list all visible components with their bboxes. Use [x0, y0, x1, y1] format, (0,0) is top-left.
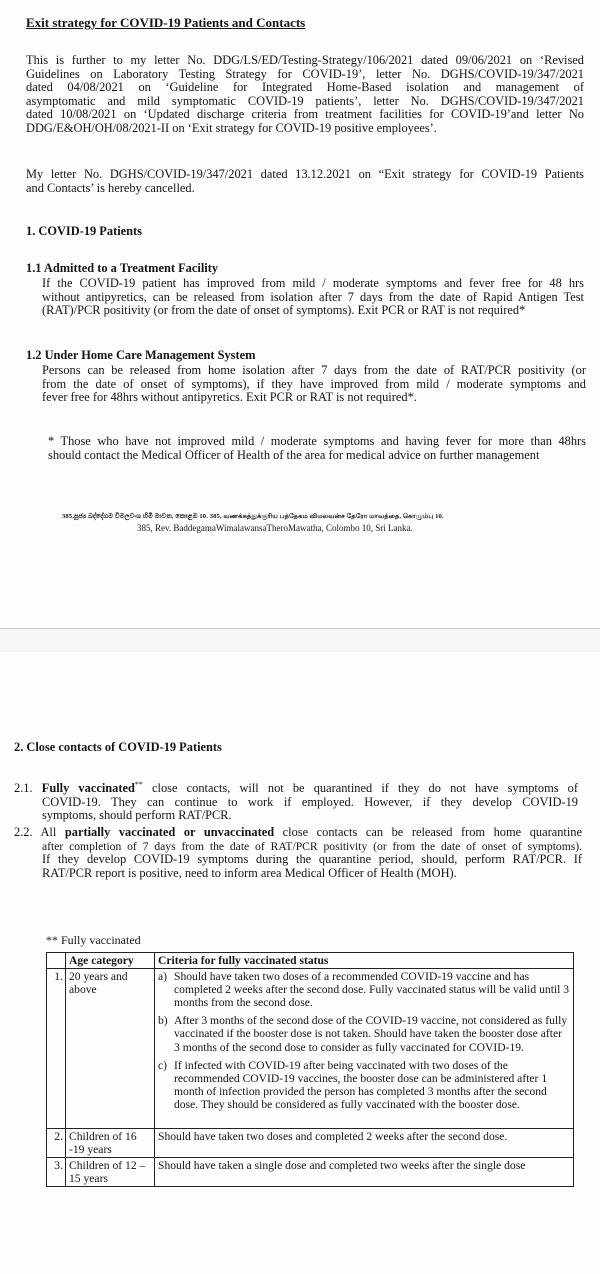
table-row	[47, 1158, 574, 1187]
cancel-paragraph	[26, 168, 584, 195]
cancel-line: My letter No. DGHS/COVID-19/347/2021 dated 13.12.2021 on “Exit strategy for COVID-19 Patients	[26, 167, 584, 181]
intro-line: asymptomatic and mild symptomatic COVID-19 patients’, letter No. DGHS/COVID-19/347/2021	[26, 93, 584, 108]
section-1-1-heading: 1.1 Admitted to a Treatment Facility	[26, 261, 219, 275]
criteria-cell: Should have taken a single dose and completed two weeks after the single dose	[155, 1158, 574, 1187]
footnote-paragraph	[48, 435, 586, 462]
intro-line: Guidelines on Laboratory Testing Strategy for COVID-19’, letter No. DGHS/COVID-19/347/2021	[26, 66, 584, 81]
letterhead-address-english: 385, Rev. BaddegamaWimalawansaTheroMawatha, Colombo 10, Sri Lanka.	[137, 523, 413, 533]
paragraph-line: COVID-19. They can continue to work if employed. However, if they develop COVID-19	[42, 794, 578, 809]
paragraph-line: 2.1. Fully vaccinated** close contacts, will not be quarantined if they do not have symptoms of	[14, 780, 578, 796]
section-1-2-heading: 1.2 Under Home Care Management System	[26, 348, 256, 362]
criteria-cell	[155, 969, 574, 1129]
row-number: 3.	[47, 1158, 66, 1187]
criteria-item	[158, 1014, 570, 1053]
document-page-1	[0, 0, 600, 628]
age-category: Children of 12 – 15 years	[66, 1158, 155, 1187]
cancel-line: and Contacts’ is hereby cancelled.	[26, 180, 195, 195]
paragraph-2-1	[14, 778, 578, 823]
intro-line: dated 04/08/2021 on ‘Guideline for Integrated Home-Based isolation and management of	[26, 80, 584, 95]
intro-line: This is further to my letter No. DDG/LS/ED/Testing-Strategy/106/2021 dated 09/06/2021 on ‘Revised	[26, 53, 584, 67]
paragraph-line: 2.2. All partially vaccinated or unvaccinated close contacts can be released from home quarantine	[14, 825, 582, 839]
section-1-1-paragraph	[42, 277, 584, 318]
paragraph-line: symptoms, should perform RAT/PCR.	[42, 808, 232, 823]
paragraph-line: from the date of onset of symptoms), if they have improved from mild / moderate symptoms and	[42, 376, 586, 391]
criteria-item	[158, 1059, 570, 1111]
criteria-item-label: c)	[158, 1058, 168, 1072]
table-header-age: Age category	[66, 953, 155, 969]
section-1-heading: 1. COVID-19 Patients	[26, 224, 142, 238]
criteria-item-label: a)	[158, 970, 168, 984]
paragraph-line: without antipyretics, can be released from isolation after 7 days from the date of Rapid Antigen Test	[42, 289, 584, 304]
intro-line: DDG/E&OH/OH/08/2021-II on ‘Exit strategy for COVID-19 positive employees’.	[26, 120, 437, 135]
table-header-row	[47, 953, 574, 969]
row-number: 2.	[47, 1129, 66, 1158]
page-gap	[0, 629, 600, 652]
paragraph-line: fever free for 48hrs without antipyretics. Exit PCR or RAT is not required*.	[42, 390, 417, 405]
criteria-item-text: If infected with COVID-19 after being vaccinated with two doses of the recommended COVID-19 vaccines, the booster dose can be administered after 1 month of infection provided the person has completed 3 months after the second dose. They should be considered as fully vaccinated with the booster dose.	[174, 1058, 548, 1111]
paragraph-line: (RAT)/PCR positivity (or from the date of onset of symptoms). Exit PCR or RAT is not required*	[42, 303, 526, 318]
paragraph-line: RAT/PCR report is positive, need to inform area Medical Officer of Health (MOH).	[42, 865, 457, 880]
letterhead-address-local: 385,පූජ්‍ය බද්දේගම විමලවංශ හිමි මාවත, කොළඹ 10. 385, வணக்கத்துக்குரிய பத்தேகம விமலவன்ச தேரோ மாவத்தை, கொழும்பு 10.	[62, 513, 444, 520]
section-1-2-paragraph	[42, 364, 586, 405]
paragraph-line: If the COVID-19 patient has improved from mild / moderate symptoms and fever free for 48 hrs	[42, 276, 584, 290]
fully-vaccinated-term: Fully vaccinated	[41, 781, 135, 796]
paragraph-line: after completion of 7 days from the date of RAT/PCR positivity (or from the date of onset of symptoms).	[42, 839, 582, 853]
paragraph-2-2	[14, 826, 582, 880]
criteria-item	[158, 970, 570, 1009]
paragraph-line: If they develop COVID-19 symptoms during the quarantine period, should, perform RAT/PCR. If	[42, 852, 582, 867]
paragraph-number: 2.1.	[14, 781, 33, 796]
table-row	[47, 1129, 574, 1158]
footnote-line: should contact the Medical Officer of Health of the area for medical advice on further management	[48, 447, 540, 462]
age-category: Children of 16 -19 years	[66, 1129, 155, 1158]
partially-vaccinated-term: partially vaccinated or unvaccinated	[64, 825, 275, 839]
footnote-marker: **	[134, 780, 143, 789]
footnote-line: * Those who have not improved mild / moderate symptoms and having fever for more than 48hrs	[48, 434, 586, 448]
paragraph-number: 2.2.	[14, 825, 33, 839]
fully-vaccinated-label: ** Fully vaccinated	[46, 933, 141, 947]
document-title: Exit strategy for COVID-19 Patients and Contacts	[26, 15, 306, 30]
table-row	[47, 969, 574, 1129]
intro-line: dated 10/08/2021 on ‘Updated discharge criteria from treatment facilities for COVID-19’and letter No	[26, 107, 584, 122]
criteria-cell: Should have taken two doses and completed 2 weeks after the second dose.	[155, 1129, 574, 1158]
intro-paragraph	[26, 54, 584, 136]
criteria-item-text: After 3 months of the second dose of the COVID-19 vaccine, not considered as fully vaccinated if the booster dose is not taken. Should have taken the booster dose after 3 months of the second dose to consider as fully vaccinated for COVID-19.	[174, 1014, 568, 1054]
age-category: 20 years and above	[66, 969, 155, 1129]
row-number: 1.	[47, 969, 66, 1129]
table-header-criteria: Criteria for fully vaccinated status	[155, 953, 574, 969]
criteria-item-label: b)	[158, 1014, 168, 1028]
table-cell	[47, 953, 66, 969]
criteria-item-text: Should have taken two doses of a recommended COVID-19 vaccine and has completed 2 weeks after the second dose. Fully vaccinated status will be valid until 3 months from the second dose.	[174, 970, 570, 1010]
section-2-heading: 2. Close contacts of COVID-19 Patients	[14, 740, 222, 754]
vaccination-criteria-table	[46, 952, 574, 1187]
paragraph-line: Persons can be released from home isolation after 7 days from the date of RAT/PCR positivity (or	[42, 363, 586, 377]
